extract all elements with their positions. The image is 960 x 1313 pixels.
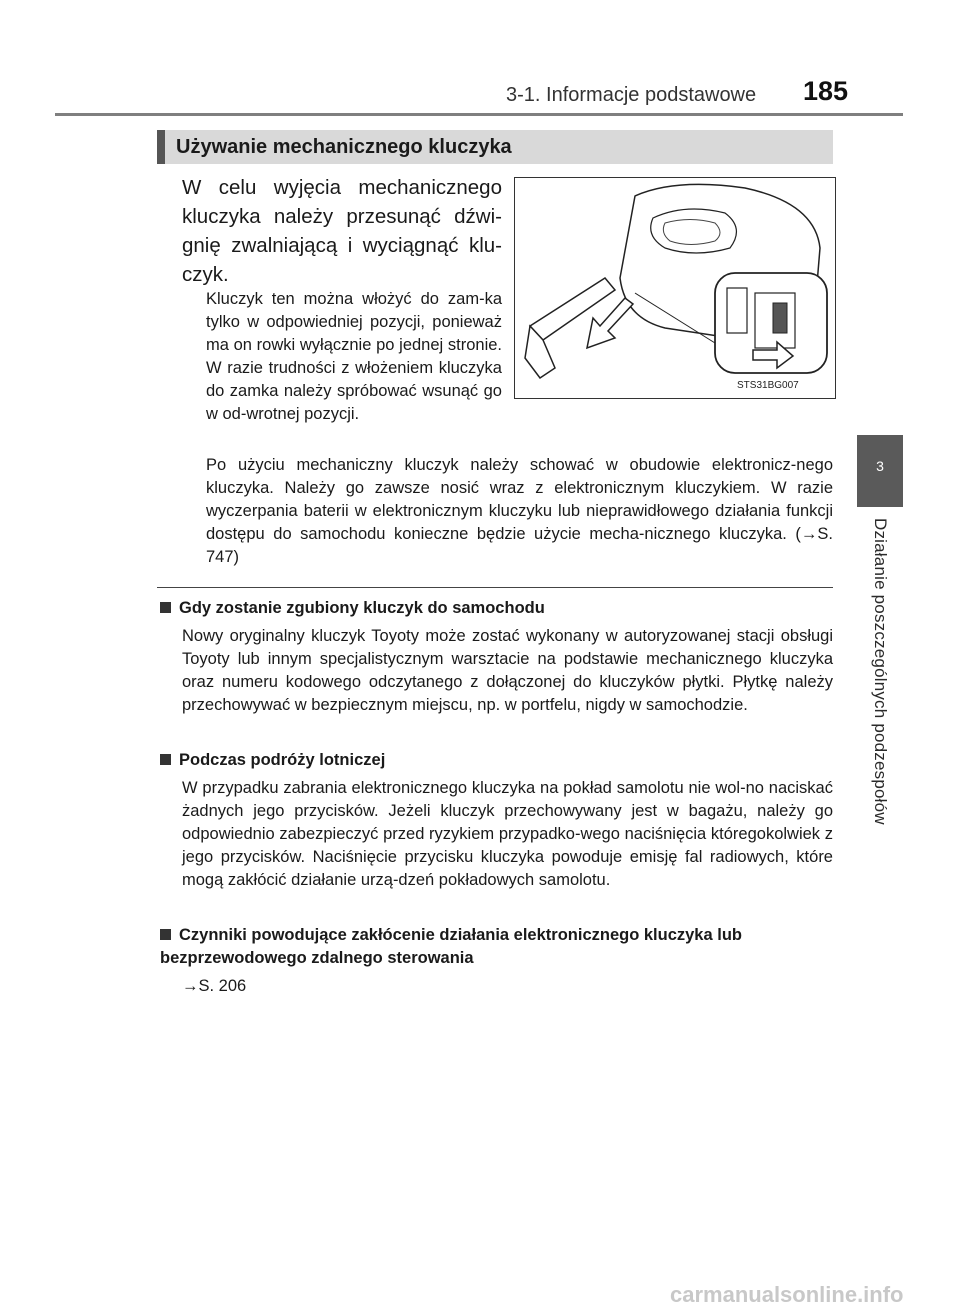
chapter-label: Działanie poszczególnych podzespołów xyxy=(871,518,890,825)
section-heading-accent xyxy=(157,130,165,164)
section-title: Używanie mechanicznego kluczyka xyxy=(176,136,512,158)
page-number: 185 xyxy=(803,76,849,106)
note-paragraph-1: Kluczyk ten można włożyć do zam-ka tylko w odpowiedniej pozycji, ponieważ ma on rowki wyłącznie po jednej stronie. W razie trudności z włożeniem kluczyka do zamka należy spróbować wsunąć go w od-wrotnej pozycji. xyxy=(206,290,502,423)
subsection-title: Podczas podróży lotniczej xyxy=(179,751,386,769)
subsection-heading-3 xyxy=(160,924,833,970)
subsection-title: Czynniki powodujące zakłócenie działania elektronicznego kluczyka lub bezprzewodowego zdalnego sterowania xyxy=(160,926,742,967)
subsection-body-3: →S. 206 xyxy=(182,977,247,995)
square-bullet-icon xyxy=(160,929,171,940)
subsection-heading-2 xyxy=(160,749,833,772)
subsection-title: Gdy zostanie zgubiony kluczyk do samochodu xyxy=(179,599,545,617)
header-rule xyxy=(55,113,903,116)
figure-code: STS31BG007 xyxy=(737,380,799,391)
mechanical-key-drawing xyxy=(515,178,835,398)
subsection-heading-1 xyxy=(160,597,833,620)
chapter-number: 3 xyxy=(876,458,884,474)
subsection-body-2: W przypadku zabrania elektronicznego kluczyka na pokład samolotu nie wol-no naciskać żadnych jego przycisków. Jeżeli kluczyk przechowywany jest w bagażu, należy go odpowiednio zabezpieczyć przed ryzykiem przypadko-wego naciśnięcia któregokolwiek z jego przycisków. Naciśnięcie przycisku kluczyka powoduje emisję fal radiowych, które mogą zakłócić działanie urzą-dzeń pokładowych samolotu. xyxy=(182,779,833,889)
watermark: carmanualsonline.info xyxy=(670,1282,904,1307)
square-bullet-icon xyxy=(160,602,171,613)
lead-paragraph: W celu wyjęcia mechanicznego kluczyka należy przesunąć dźwi-gnię zwalniającą i wyciągnąć klu-czyk. xyxy=(182,176,502,286)
square-bullet-icon xyxy=(160,754,171,765)
note-paragraph-2: Po użyciu mechaniczny kluczyk należy schować w obudowie elektronicz-nego kluczyka. Należy go zawsze nosić wraz z elektronicznym kluczykiem. W razie wyczerpania baterii w elektronicznym kluczyku lub nieprawidłowego działania funkcji dostępu do samochodu konieczne będzie użycie mecha-nicznego kluczyka. (→S. 747) xyxy=(206,456,833,566)
section-divider xyxy=(157,587,833,588)
header-section-title: 3-1. Informacje podstawowe xyxy=(506,84,757,106)
subsection-body-1: Nowy oryginalny kluczyk Toyoty może zostać wykonany w autoryzowanej stacji obsługi Toyoty lub innym specjalistycznym warsztacie na podstawie mechanicznego kluczyka oraz numeru kodowego odczytanego z dołączonej do kluczyków płytki. Płytkę należy przechowywać w bezpiecznym miejscu, np. w portfelu, nigdy w samochodzie. xyxy=(182,627,833,714)
key-illustration xyxy=(514,177,836,399)
